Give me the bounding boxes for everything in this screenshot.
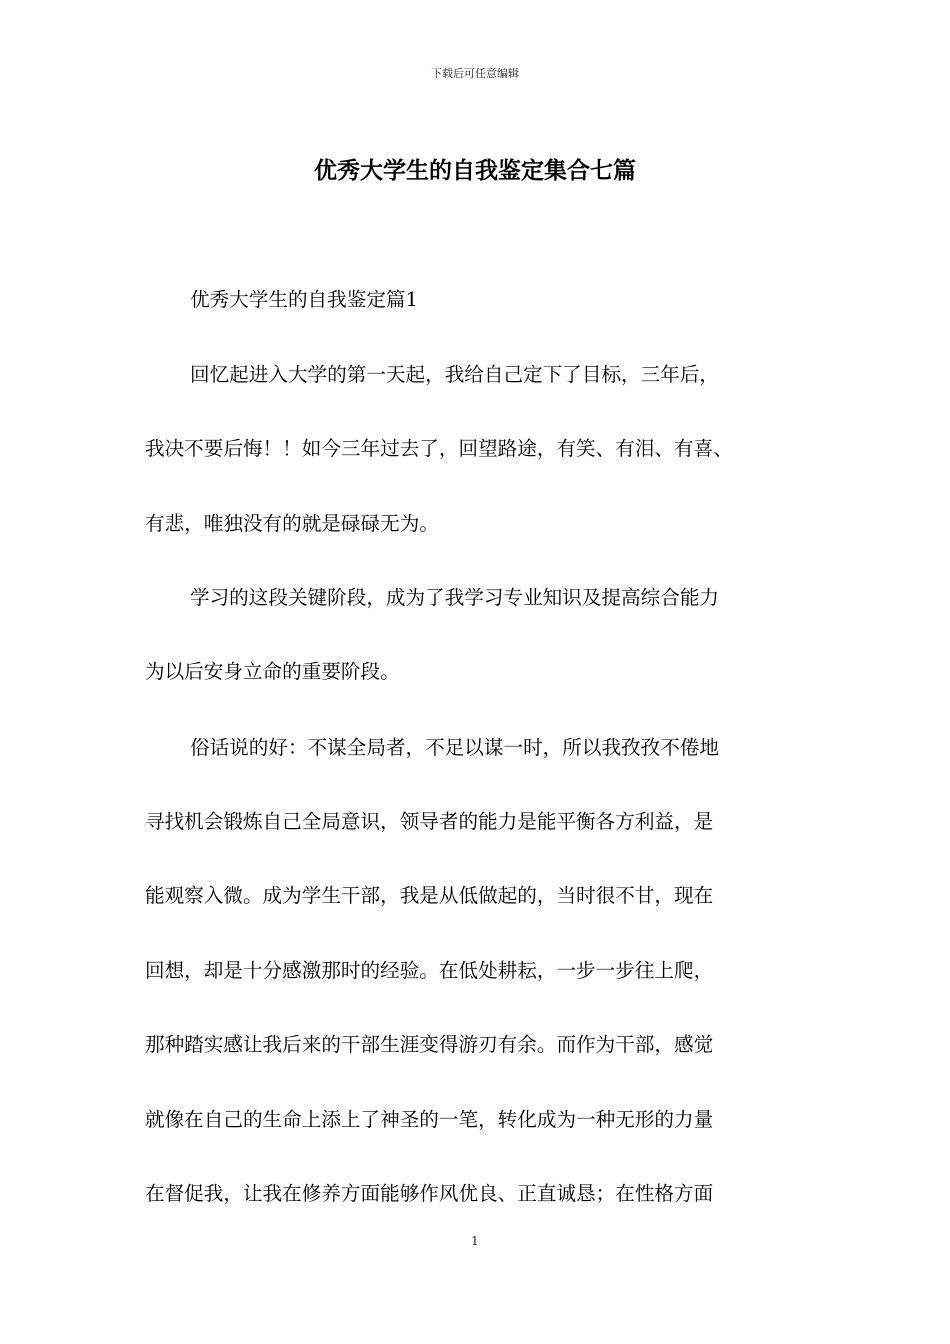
- paragraph-line: 能观察入微。成为学生干部，我是从低做起的，当时很不甘，现在: [145, 884, 714, 907]
- paragraph-line: 回想，却是十分感激那时的经验。在低处耕耘，一步一步往上爬，: [145, 959, 714, 982]
- header-note: 下载后可任意编辑: [431, 67, 519, 80]
- paragraph-line: 俗话说的好：不谋全局者，不足以谋一时，所以我孜孜不倦地: [190, 736, 720, 759]
- paragraph-line: 那种踏实感让我后来的干部生涯变得游刃有余。而作为干部，感觉: [145, 1033, 714, 1056]
- paragraph-line: 我决不要后悔！！如今三年过去了，回望路途，有笑、有泪、有喜、: [145, 437, 733, 460]
- paragraph-line: 有悲，唯独没有的就是碌碌无为。: [145, 512, 439, 535]
- paragraph-line: 回忆起进入大学的第一天起，我给自己定下了目标，三年后，: [190, 363, 720, 386]
- paragraph-line: 为以后安身立命的重要阶段。: [145, 660, 400, 683]
- document-title: 优秀大学生的自我鉴定集合七篇: [314, 157, 636, 184]
- section-heading: 优秀大学生的自我鉴定篇1: [190, 288, 418, 311]
- paragraph-line: 在督促我，让我在修养方面能够作风优良、正直诚恳；在性格方面: [145, 1182, 714, 1205]
- paragraph-line: 就像在自己的生命上添上了神圣的一笔，转化成为一种无形的力量: [145, 1108, 714, 1131]
- paragraph-line: 寻找机会锻炼自己全局意识，领导者的能力是能平衡各方利益，是: [145, 810, 714, 833]
- paragraph-line: 学习的这段关键阶段，成为了我学习专业知识及提高综合能力: [190, 586, 720, 609]
- page-number: 1: [471, 1234, 479, 1248]
